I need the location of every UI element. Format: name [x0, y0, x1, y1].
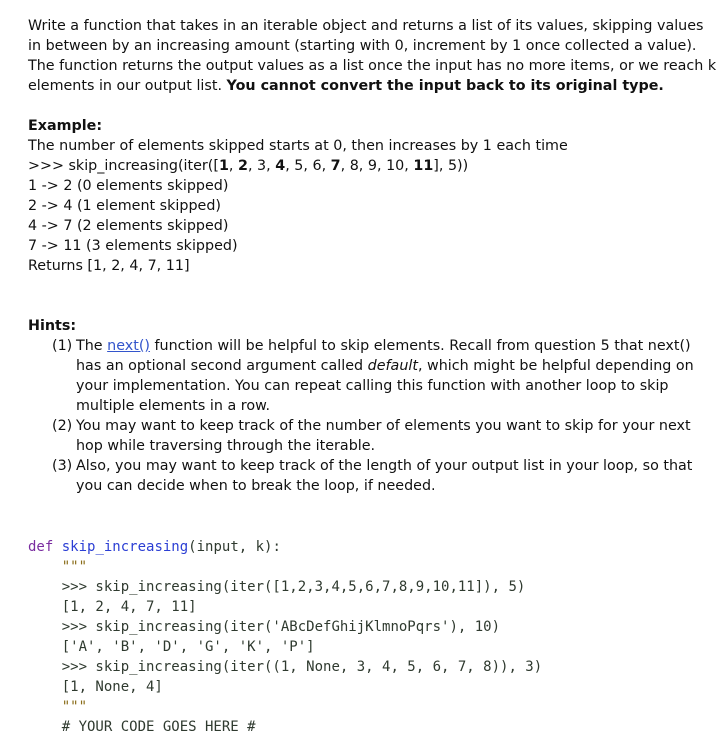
doctest-line: >>> skip_increasing(iter((1, None, 3, 4, 5, 6, 7, 8)), 3) [61, 659, 543, 675]
example-call: >>> skip_increasing(iter([1, 2, 3, 4, 5, 6, 7, 8, 9, 10, 11], 5)) [28, 158, 469, 174]
call-text: , 8, 9, 10, [340, 158, 414, 174]
next-function-link[interactable]: next() [107, 338, 150, 354]
example-description: The number of elements skipped starts at 0, then increases by 1 each time [28, 138, 568, 154]
doctest-line: >>> skip_increasing(iter('ABcDefGhijKlmnoPqrs'), 10) [61, 619, 501, 635]
call-text: , [228, 158, 239, 174]
example-step: 4 -> 7 (2 elements skipped) [28, 218, 229, 234]
doctest-line: [1, None, 4] [61, 679, 163, 695]
question-text [28, 16, 718, 496]
intro-constraint: You cannot convert the input back to its original type. [226, 78, 664, 94]
hint-1: (1) The next() function will be helpful to skip elements. Recall from question 5 that next() has an optional second argument called default, which might be helpful depending on your implementation. You can repeat calling this function with another loop to skip multiple elements in a row. [52, 338, 694, 414]
example-heading: Example: [28, 118, 103, 134]
highlighted-value: 2 [238, 158, 248, 174]
docstring-close: """ [61, 699, 88, 715]
intro-paragraph: Write a function that takes in an iterable object and returns a list of its values, skipping values in between by an increasing amount (starting with 0, increment by 1 once collected a value). The function returns the output values as a list once the input has no more items, or we reach k elements in our output list. You cannot convert the input back to its original type. [28, 18, 717, 94]
code-block [28, 537, 542, 737]
doctest-line: >>> skip_increasing(iter([1,2,3,4,5,6,7,8,9,10,11]), 5) [61, 579, 526, 595]
hint-2: (2) You may want to keep track of the number of elements you want to skip for your next hop while traversing through the iterable. [52, 418, 691, 454]
code-comment: # YOUR CODE GOES HERE # [61, 719, 256, 735]
example-returns: Returns [1, 2, 4, 7, 11] [28, 258, 190, 274]
highlighted-value: 1 [218, 158, 229, 174]
example-step: 1 -> 2 (0 elements skipped) [28, 178, 229, 194]
doctest-line: ['A', 'B', 'D', 'G', 'K', 'P'] [61, 639, 315, 655]
docstring-open: """ [61, 559, 88, 575]
hints-heading: Hints: [28, 318, 77, 334]
doctest-line: [1, 2, 4, 7, 11] [61, 599, 197, 615]
example-call-items [219, 158, 433, 174]
call-text: , 5, 6, [285, 158, 331, 174]
code-signature: def skip_increasing(input, k): [28, 539, 281, 555]
call-text: , 3, [247, 158, 276, 174]
highlighted-value: 11 [413, 158, 434, 174]
example-step: 7 -> 11 (3 elements skipped) [28, 238, 238, 254]
hint-3: (3) Also, you may want to keep track of the length of your output list in your loop, so that you can decide when to break the loop, if needed. [52, 458, 693, 494]
highlighted-value: 4 [275, 158, 286, 174]
highlighted-value: 7 [330, 158, 341, 174]
example-step: 2 -> 4 (1 element skipped) [28, 198, 221, 214]
